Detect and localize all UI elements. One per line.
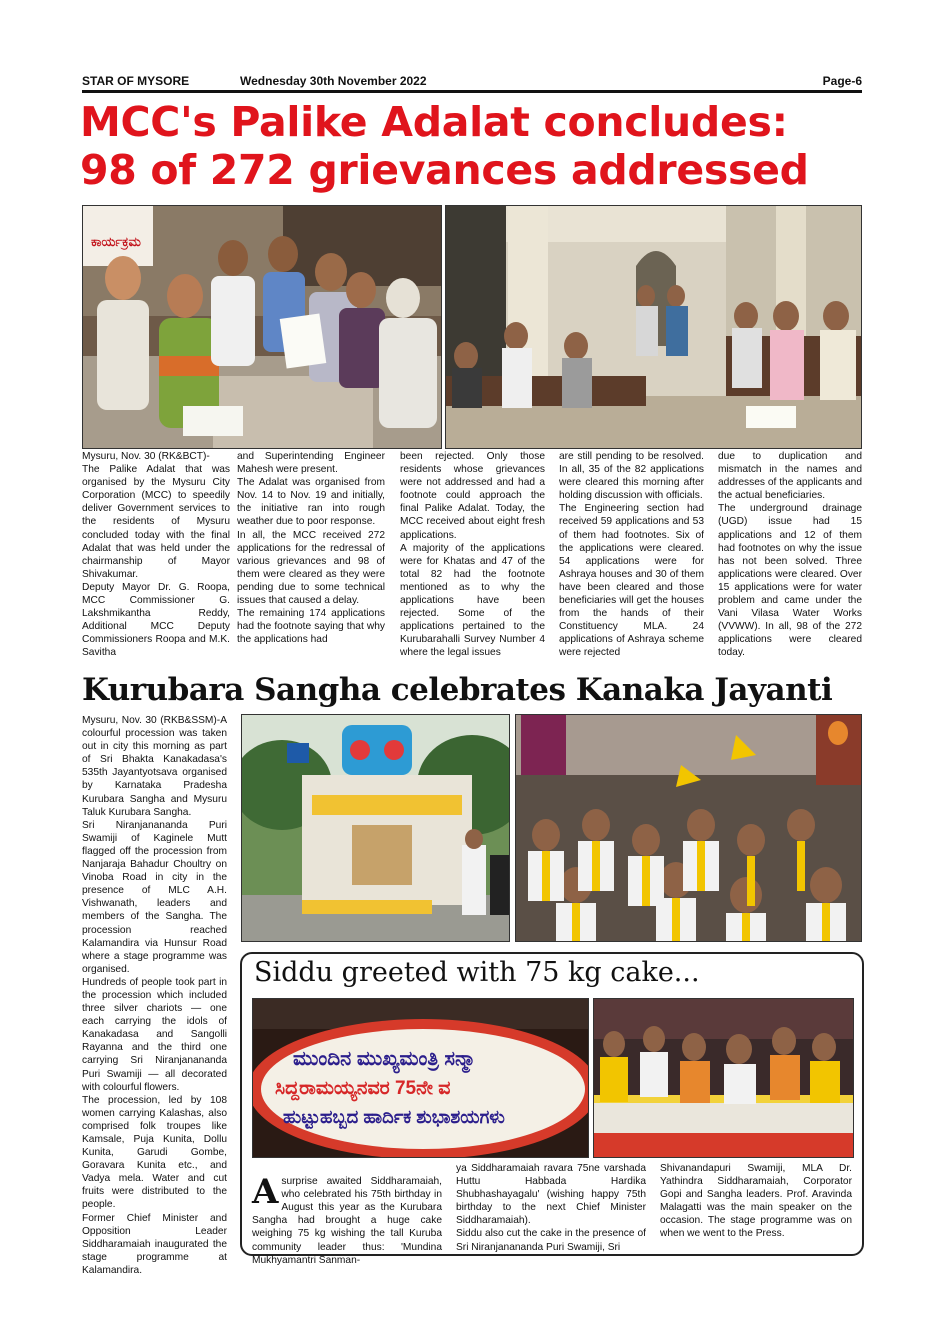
story3-column-1-text: surprise awaited Siddharamaiah, who celebrated his 75th birthday in August this year as the Kurubara Sangha had brought a huge cake weighing 75 kg wishing the tall Kuruba community leader thus: 'Mundina Mukhyamantri Sanman-	[252, 1176, 442, 1266]
story3-column-2: ya Siddharamaiah ravara 75ne varshada Huttu Habbada Hardika Shubhashayagalu' (wishing happy 75th birthday to the next Chief Minister Siddharamaiah). Siddu also cut the cake in the presence of Sri Niranjanananda Puri Swamiji, Sri	[456, 1163, 646, 1253]
cake-cutting-photo	[593, 998, 854, 1158]
story1-column-4: are still pending to be resolved. In all, 35 of the 82 applications were cleared this morning after holding discussion with officials. The Engineering section had received 59 applications and 53 of them had footnotes. Six of the applications were cleared. 54 applications were for Ashraya houses and 30 of them have been cleared and those beneficiaries will get the houses from the hands of their Constituency MLA. 24 applications of Ashraya scheme were rejected	[559, 451, 704, 659]
story3-column-1	[252, 1162, 442, 1267]
story3-dropcap: A	[252, 1172, 279, 1213]
story2-headline: Kurubara Sangha celebrates Kanaka Jayanti	[82, 672, 833, 708]
story3-headline: Siddu greeted with 75 kg cake...	[254, 957, 700, 988]
story3-column-3: Shivanandapuri Swamiji, MLA Dr. Yathindra Siddharamaiah, Corporator Gopi and Sangha leaders. Prof. Aravinda Malagatti was the main speaker on the occasion. The stage programme was on when we went to the Press.	[660, 1163, 852, 1240]
story1-column-3: been rejected. Only those residents whose grievances were not addressed and had a footnote could approach the final Palike Adalat. Today, the MCC received about eight fresh applications. A majority of the applications were for Khatas and 47 of the total 82 had the footnote mentioned as to why the applications have been rejected. Some of the applications pertained to the Kurubarahalli Survey Number 4 where the legal issues	[400, 451, 545, 659]
cake-text-line1: ಮುಂದಿನ ಮುಖ್ಯಮಂತ್ರಿ ಸನ್ಮಾ	[293, 1048, 476, 1070]
sign-text: ಕಾರ್ಯಕ್ರಮ	[91, 234, 141, 249]
masthead-rule	[82, 90, 862, 93]
story1-headline	[80, 98, 865, 194]
cake-text-line3: ಹುಟ್ಟುಹಬ್ಬದ ಹಾರ್ದಿಕ ಶುಭಾಶಯಗಳು	[283, 1107, 505, 1127]
story1-column-5: due to duplication and mismatch in the names and addresses of the applicants and the actual beneficiaries. The underground drainage (UGD) issue had 15 applications and 12 of them had footnotes on why the issue has not been solved. Three applications were cleared. Over 15 applications were for water problem and came under the Vani Vilasa Water Works (VVWW). In all, 98 of the 272 applications were cleared today.	[718, 451, 862, 659]
issue-date: Wednesday 30th November 2022	[240, 74, 427, 88]
masthead	[82, 74, 862, 90]
procession-photo-chariot	[241, 714, 510, 942]
story1-column-2: and Superintending Engineer Mahesh were present. The Adalat was organised from Nov. 14 to Nov. 19 and initially, the initiative ran into rough weather due to poor response. In all, the MCC received 272 applications for the redressal of various grievances and 98 of them were cleared as they were pending due to some technical issues that caused a delay. The remaining 174 applications had the footnote saying that why the applications had	[237, 451, 385, 646]
adalat-photo-corridor	[445, 205, 862, 449]
adalat-photo-officials	[82, 205, 442, 449]
story1-headline-line1: MCC's Palike Adalat concludes:	[80, 98, 788, 146]
cake-text-line2: ಸಿದ್ದರಾಮಯ್ಯನವರ 75ನೇ ವ	[275, 1078, 451, 1099]
story2-column-1: Mysuru, Nov. 30 (RKB&SSM)-A colourful procession was taken out in city this morning as part of Sri Bhakta Kanakadasa's 535th Jayantyotsava organised by Karnataka Pradesha Kurubara Sangha and Mysuru Taluk Kurubara Sangha. Sri Niranjanananda Puri Swamiji of Kaginele Mutt flagged off the procession from Nanjaraja Bahadur Choultry on Vinoba Road in city in the presence of MLC A.H. Vishwanath, leaders and members of the Sangha. The procession reached Kalamandira via Hunsur Road where a stage programme was organised. Hundreds of people took part in the procession which included three silver chariots — one each carrying the idols of Kanakadasa and Sangolli Rayanna and the third one carrying Sri Niranjanananda Puri Swamiji — all decorated with colourful flowers. The procession, led by 108 women carrying Kalashas, also comprised folk troupes like Kamsale, Puja Kunita, Dollu Kunita, Garudi Gombe, Goravara Kunita etc., and Vadya mela. Water and cut fruits were distributed to the people. Former Chief Minister and Opposition Leader Siddharamaiah inaugurated the stage programme at Kalamandira.	[82, 715, 227, 1276]
page-number: Page-6	[822, 74, 862, 88]
story1-headline-line2: 98 of 272 grievances addressed	[80, 146, 809, 194]
story1-column-1: Mysuru, Nov. 30 (RK&BCT)- The Palike Adalat that was organised by the Mysuru City Corporation (MCC) to speedily deliver Government services to the residents of Mysuru concluded today with the final Adalat that was held under the chairmanship of Mayor Shivakumar. Deputy Mayor Dr. G. Roopa, MCC Commissioner G. Lakshmikantha Reddy, Additional MCC Deputy Commissioners Roopa and M.K. Savitha	[82, 451, 230, 659]
paper-name: STAR OF MYSORE	[82, 74, 190, 88]
cake-photo	[252, 998, 589, 1158]
procession-photo-crowd	[515, 714, 862, 942]
